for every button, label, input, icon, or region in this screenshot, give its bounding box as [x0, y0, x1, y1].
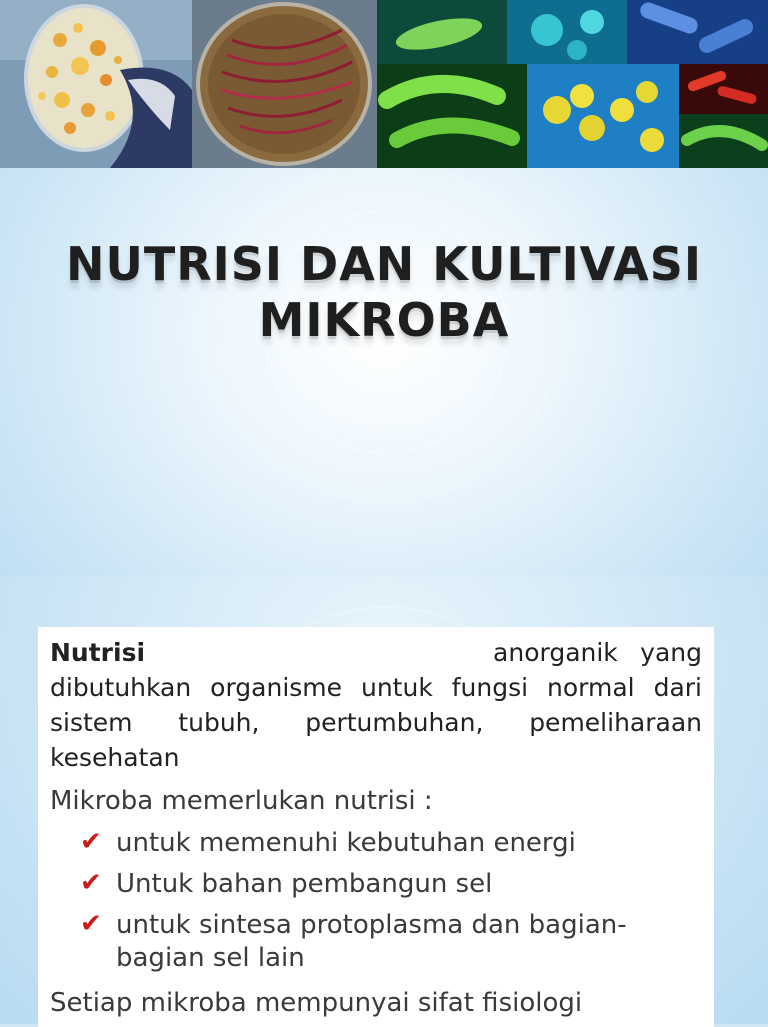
- definition-part-1: anorganik yang: [493, 638, 702, 667]
- checkmark-icon: ✔: [80, 909, 102, 939]
- checkmark-icon: ✔: [80, 868, 102, 898]
- petri-dish-photo: [0, 0, 192, 168]
- needs-lead: Mikroba memerlukan nutrisi :: [50, 786, 433, 816]
- term-nutrisi: Nutrisi: [50, 638, 146, 667]
- slide-title: [0, 236, 768, 348]
- microbe-photo-banner: [0, 0, 768, 168]
- definition-part-2: dibutuhkan organisme untuk fungsi normal dari sistem tubuh, pertumbuhan, pemeliharaan kesehatan: [50, 673, 702, 772]
- title-line-1: NUTRISI DAN KULTIVASI: [65, 237, 703, 291]
- content-box: [38, 627, 714, 1027]
- definition-paragraph: [50, 635, 702, 775]
- physiology-text: Setiap mikroba mempunyai sifat fisiologi: [50, 988, 583, 1018]
- list-item: [50, 868, 702, 901]
- list-item-text: Untuk bahan pembangun sel: [116, 869, 493, 899]
- title-line-2: MIKROBA: [258, 293, 510, 347]
- list-item-text: untuk sintesa protoplasma dan bagian-bagian sel lain: [116, 910, 627, 973]
- streak-plate-photo: [192, 0, 377, 168]
- microbe-collage-photo: [377, 0, 768, 168]
- checkmark-icon: ✔: [80, 827, 102, 857]
- list-item: [50, 827, 702, 860]
- list-item: [50, 909, 702, 975]
- list-item-text: untuk memenuhi kebutuhan energi: [116, 828, 576, 858]
